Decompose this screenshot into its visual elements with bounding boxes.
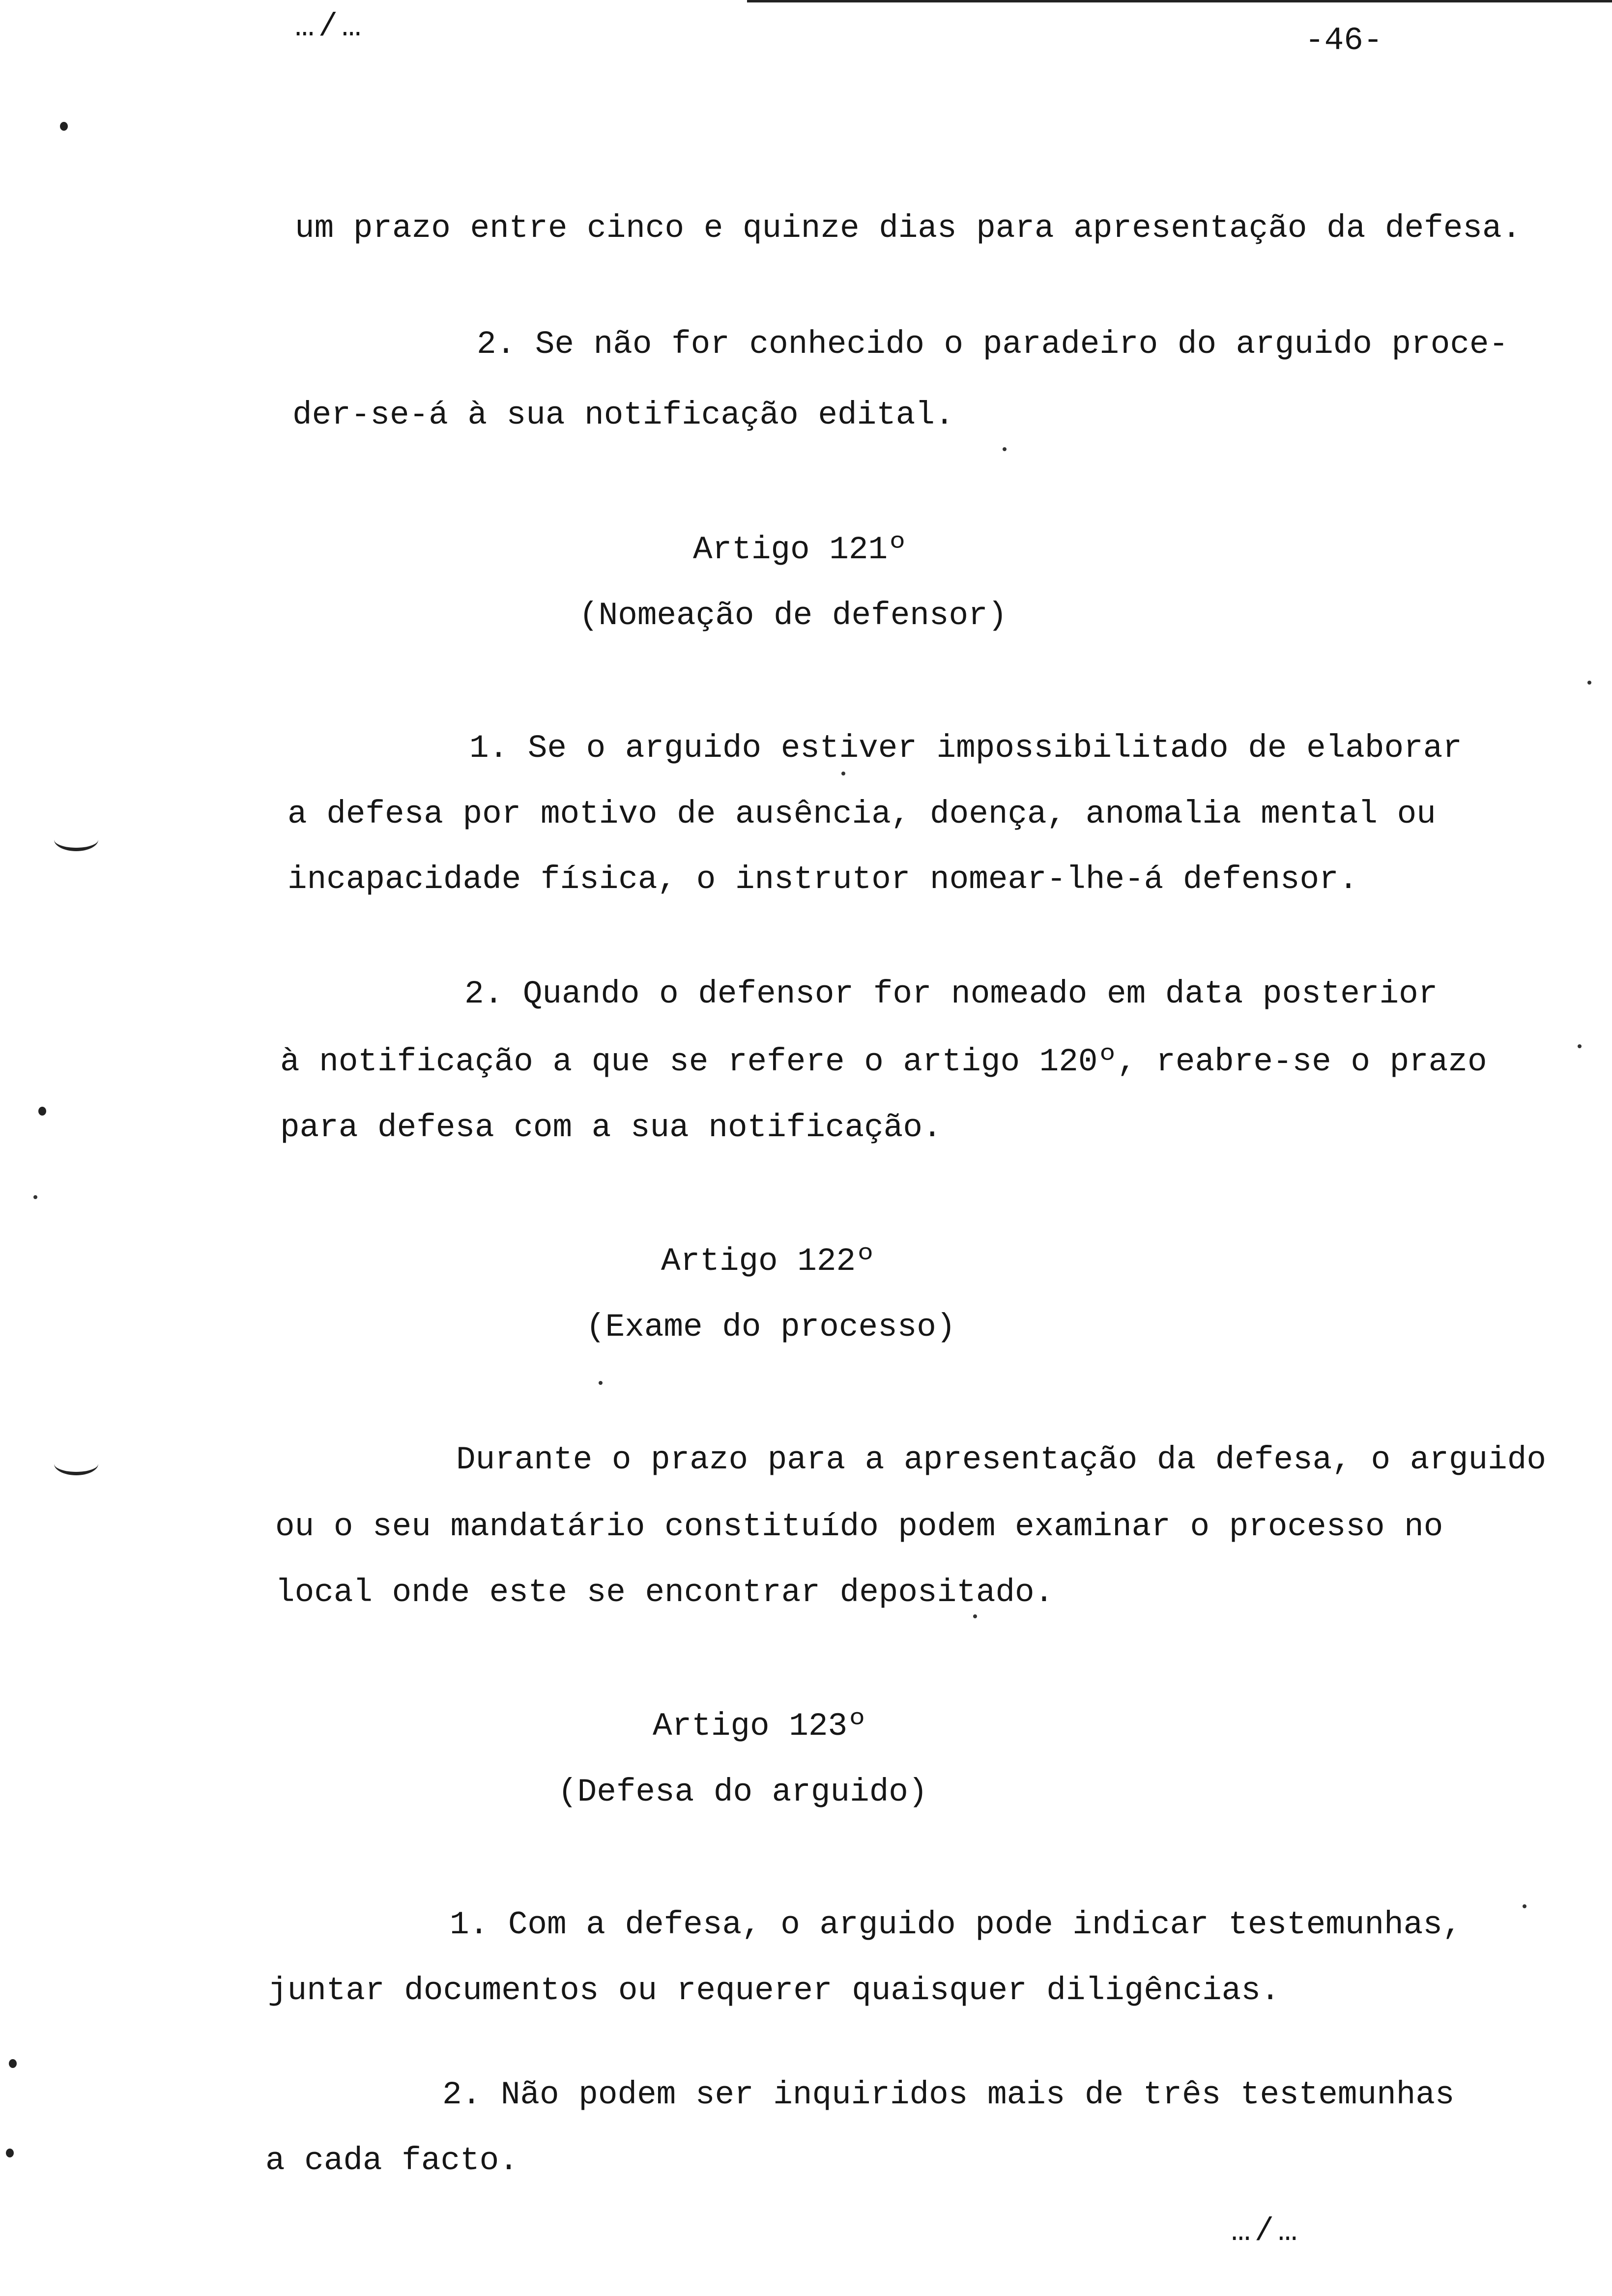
text-line: der-se-á à sua notificação edital. <box>292 397 954 433</box>
page-number: -46- <box>1305 22 1383 59</box>
continuation-mark-bottom: …/… <box>1231 2213 1301 2250</box>
text-line: local onde este se encontrar depositado. <box>275 1574 1054 1611</box>
text-line: 1. Com a defesa, o arguido pode indicar testemunhas, <box>450 1906 1462 1943</box>
scan-speck <box>1003 447 1007 451</box>
text-line: à notificação a que se refere o artigo 120º, reabre-se o prazo <box>280 1043 1487 1080</box>
text-line: incapacidade física, o instrutor nomear-lhe-á defensor. <box>288 861 1358 898</box>
scan-speck <box>9 2059 17 2068</box>
scan-speck <box>38 1107 46 1116</box>
article-subtitle: (Nomeação de defensor) <box>579 597 1008 634</box>
scan-mark <box>54 828 98 851</box>
scan-speck <box>1578 1044 1582 1048</box>
text-line: a cada facto. <box>265 2142 518 2179</box>
article-subtitle: (Exame do processo) <box>586 1309 956 1346</box>
article-heading: Artigo 122º <box>661 1243 875 1280</box>
article-subtitle: (Defesa do arguido) <box>558 1774 928 1810</box>
text-line: Durante o prazo para a apresentação da defesa, o arguido <box>456 1441 1546 1478</box>
scan-speck <box>60 122 68 131</box>
text-line: 2. Quando o defensor for nomeado em data posterior <box>464 976 1438 1012</box>
scan-speck <box>1587 681 1591 685</box>
text-line: ou o seu mandatário constituído podem examinar o processo no <box>275 1508 1443 1545</box>
scan-speck <box>973 1614 977 1618</box>
scan-mark <box>54 1452 98 1475</box>
text-line: 2. Não podem ser inquiridos mais de três testemunhas <box>442 2076 1455 2113</box>
text-line: um prazo entre cinco e quinze dias para apresentação da defesa. <box>295 210 1522 247</box>
article-heading: Artigo 121º <box>693 531 907 568</box>
text-line: para defesa com a sua notificação. <box>280 1109 942 1146</box>
header-rule <box>747 0 1612 2</box>
text-line: a defesa por motivo de ausência, doença, anomalia mental ou <box>288 796 1436 832</box>
scan-speck <box>599 1381 603 1385</box>
article-heading: Artigo 123º <box>653 1708 867 1745</box>
text-line: juntar documentos ou requerer quaisquer diligências. <box>268 1972 1280 2009</box>
scan-speck <box>841 772 845 775</box>
scan-speck <box>33 1195 37 1199</box>
text-line: 1. Se o arguido estiver impossibilitado de elaborar <box>469 730 1462 767</box>
continuation-mark-top: …/… <box>295 8 365 45</box>
text-line: 2. Se não for conhecido o paradeiro do arguido proce- <box>477 326 1509 363</box>
scan-speck <box>6 2149 14 2157</box>
scan-speck <box>1523 1904 1526 1908</box>
